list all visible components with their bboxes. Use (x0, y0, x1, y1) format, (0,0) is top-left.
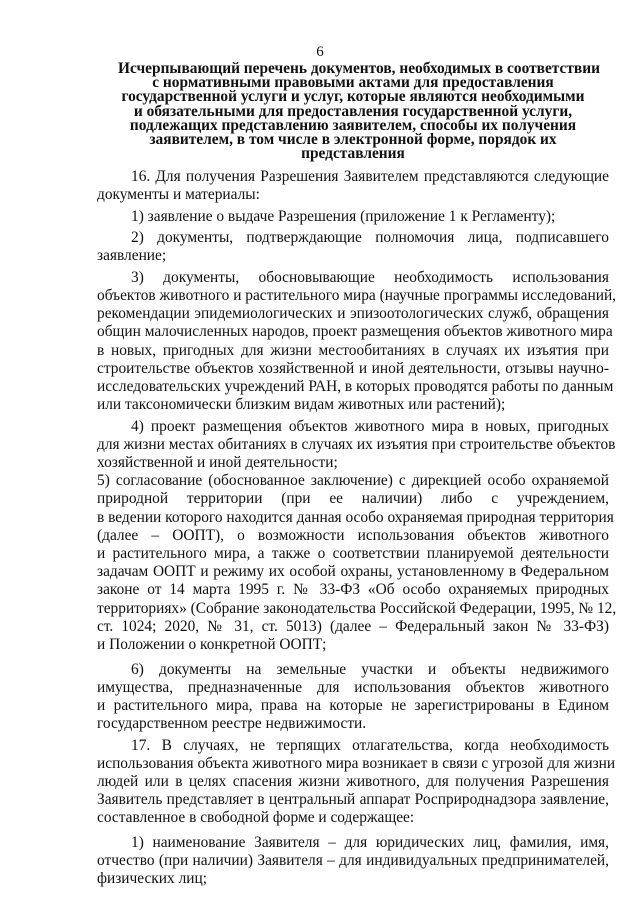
heading-line: представления (301, 145, 405, 163)
text-line: и растительного мира, права на которые не зарегистрированы в Едином (97, 696, 609, 714)
text-line: 16. Для получения Разрешения Заявителем представляются следующие (131, 168, 609, 185)
text-line: общин малочисленных народов, проект размещения объектов животного мира (97, 323, 613, 341)
text-line: физических лиц; (97, 870, 207, 888)
text-line: 1) наименование Заявителя – для юридических лиц, фамилия, имя, (131, 834, 609, 852)
paragraph-16 (97, 168, 609, 204)
text-line: рекомендации эпидемиологических и эпизоотологических служб, обращения (97, 305, 609, 323)
text-line: строительстве объектов хозяйственной и иной деятельности, отзывы научно- (97, 359, 609, 377)
list-item-1 (97, 208, 609, 226)
text-line: 6) документы на земельные участки и объекты недвижимого (131, 660, 609, 678)
text-line: природной территории (при ее наличии) либо с учреждением, (97, 490, 609, 508)
text-line: объектов животного и растительного мира (научные программы исследований, (97, 287, 617, 305)
text-line: ст. 1024; 2020, № 31, ст. 5013) (далее – Федеральный закон № 33-ФЗ) (97, 617, 609, 635)
paragraph-17-item-1 (97, 834, 609, 889)
text-line: использования объекта животного мира возникает в связи с угрозой для жизни (97, 754, 616, 772)
text-line: в новых, пригодных для жизни местообитаниях в случаях их изъятия при (97, 341, 609, 359)
text-line: 1) заявление о выдаче Разрешения (приложение 1 к Регламенту); (131, 207, 556, 225)
text-line: 3) документы, обосновывающие необходимость использования (131, 268, 609, 286)
text-line: 17. В случаях, не терпящих отлагательства, когда необходимость (131, 736, 609, 754)
text-line: задачам ООПТ и режиму их особой охраны, установленному в Федеральном (97, 563, 609, 581)
heading-line: государственной услуги и услуг, которые являются необходимыми (121, 88, 585, 106)
text-line: исследовательских учреждений РАН, в которых проводятся работы по данным (97, 377, 614, 395)
list-item-6 (97, 661, 609, 734)
text-line: заявление; (97, 247, 167, 265)
list-item-2 (97, 229, 609, 265)
heading-line: Исчерпывающий перечень документов, необходимых в соответствии (118, 60, 600, 77)
heading-line: подлежащих представлению заявителем, способы их получения (129, 116, 577, 134)
text-line: хозяйственной и иной деятельности; (97, 454, 338, 471)
text-line: составленное в свободной форме и содержащее: (97, 809, 415, 827)
text-line: людей или в целях спасения жизни животного, для получения Разрешения (97, 772, 609, 790)
text-line: и растительного мира, а также о соответствии планируемой деятельности (97, 544, 609, 562)
text-line: законе от 14 марта 1995 г. № 33-ФЗ «Об особо охраняемых природных (97, 581, 609, 599)
document-body (97, 168, 617, 889)
text-line: 2) документы, подтверждающие полномочия лица, подписавшего (131, 229, 609, 247)
text-line: 5) согласование (обоснованное заключение) с дирекцией особо охраняемой (97, 472, 609, 490)
text-line: имущества, предназначенные для использования объектов животного (97, 678, 609, 696)
section-heading (118, 60, 600, 163)
text-line: в ведении которого находится данная особо охраняемая природная территория (97, 508, 614, 526)
heading-line: заявителем, в том числе в электронной форме, порядок их (149, 131, 557, 149)
page-number: 6 (316, 44, 324, 60)
text-line: для жизни местах обитаниях в случаях их изъятия при строительстве объектов (97, 435, 616, 453)
text-line: или таксономически близким видам животных или растений); (97, 396, 506, 414)
list-item-3 (97, 268, 617, 415)
text-line: территориях» (Собрание законодательства Российской Федерации, 1995, № 12, (97, 599, 617, 617)
text-line: и Положении о конкретной ООПТ; (97, 635, 327, 653)
text-line: отчество (при наличии) Заявителя – для индивидуальных предпринимателей, (97, 852, 609, 870)
list-item-5 (97, 472, 617, 654)
text-line: документы и материалы: (97, 186, 260, 204)
list-item-4 (97, 417, 616, 473)
text-line: Заявитель представляет в центральный аппарат Росприроднадзора заявление, (97, 791, 609, 809)
text-line: государственном реестре недвижимости. (97, 715, 367, 733)
text-line: 4) проект размещения объектов животного мира в новых, пригодных (131, 417, 609, 435)
paragraph-17 (97, 736, 616, 828)
heading-line: с нормативными правовыми актами для предоставления (152, 74, 554, 92)
text-line: (далее – ООПТ), о возможности использования объектов животного (97, 526, 609, 544)
heading-line: и обязательными для предоставления государственной услуги, (133, 102, 573, 120)
